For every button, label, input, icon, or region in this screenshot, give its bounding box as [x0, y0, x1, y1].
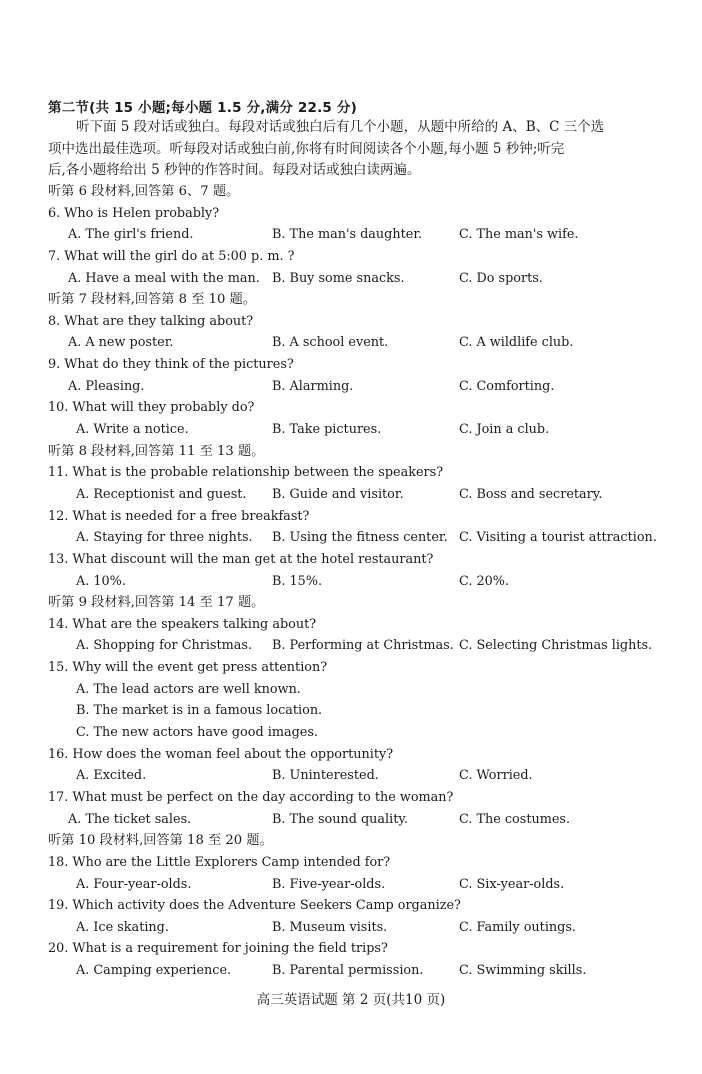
options-row — [0, 635, 702, 657]
options-row — [0, 419, 702, 441]
options-row — [0, 224, 702, 246]
answer-option: A. 10%. — [76, 573, 126, 589]
answer-option: C. The new actors have good images. — [76, 725, 318, 741]
answer-option: B. Using the fitness center. — [272, 530, 448, 546]
question-stem: 8. What are they talking about? — [48, 313, 254, 329]
question-stem: 13. What discount will the man get at the hotel restaurant? — [48, 551, 434, 567]
answer-option: A. The girl's friend. — [68, 227, 194, 243]
section-instructions — [48, 117, 658, 182]
options-row — [0, 960, 702, 982]
answer-option: C. The man's wife. — [459, 227, 579, 243]
answer-option: B. Performing at Christmas. — [272, 638, 454, 654]
page-footer: 高三英语试题 第 2 页(共10 页) — [256, 992, 446, 1008]
answer-option: A. Staying for three nights. — [76, 530, 253, 546]
question-stem: 17. What must be perfect on the day according to the woman? — [48, 789, 454, 805]
answer-option: B. Five-year-olds. — [272, 876, 386, 892]
answer-option: B. Museum visits. — [272, 919, 388, 935]
answer-option: B. Buy some snacks. — [272, 270, 405, 286]
question-stem: 20. What is a requirement for joining the field trips? — [48, 941, 388, 957]
instruction-line: 后,各小题将给出 5 秒钟的作答时间。每段对话或独白读两遍。 — [48, 162, 421, 179]
answer-option: A. The ticket sales. — [68, 811, 192, 827]
answer-option: C. Six-year-olds. — [459, 876, 565, 892]
answer-option: B. The market is in a famous location. — [76, 703, 323, 719]
question-stem: 6. Who is Helen probably? — [48, 205, 220, 221]
options-row — [0, 571, 702, 593]
answer-option: A. Write a notice. — [76, 422, 189, 438]
answer-option: C. Join a club. — [459, 422, 550, 438]
question-stem: 9. What do they think of the pictures? — [48, 357, 294, 373]
answer-option: A. A new poster. — [68, 335, 174, 351]
answer-option: B. A school event. — [272, 335, 389, 351]
answer-option: B. Guide and visitor. — [272, 486, 404, 502]
options-row — [0, 874, 702, 896]
material-header: 听第 9 段材料,回答第 14 至 17 题。 — [48, 595, 265, 611]
answer-option: B. Parental permission. — [272, 963, 424, 979]
question-stem: 7. What will the girl do at 5:00 p. m. ? — [48, 248, 295, 264]
answer-option: B. 15%. — [272, 573, 323, 589]
question-groups — [0, 181, 702, 982]
answer-option: A. Ice skating. — [76, 919, 169, 935]
options-row — [0, 527, 702, 549]
answer-option: A. Four-year-olds. — [76, 876, 192, 892]
question-stem: 19. Which activity does the Adventure Seekers Camp organize? — [48, 898, 461, 914]
answer-option: C. Swimming skills. — [459, 963, 587, 979]
question-stem: 16. How does the woman feel about the opportunity? — [48, 746, 394, 762]
options-row — [0, 376, 702, 398]
answer-option: C. The costumes. — [459, 811, 571, 827]
answer-option: B. The sound quality. — [272, 811, 408, 827]
question-stem: 18. Who are the Little Explorers Camp intended for? — [48, 854, 391, 870]
question-stem: 11. What is the probable relationship between the speakers? — [48, 465, 444, 481]
options-row — [0, 268, 702, 290]
answer-option: B. Take pictures. — [272, 422, 382, 438]
answer-option: C. 20%. — [459, 573, 509, 589]
question-stem: 10. What will they probably do? — [48, 400, 255, 416]
question-stem: 15. Why will the event get press attention? — [48, 660, 328, 676]
answer-option: B. Alarming. — [272, 378, 354, 394]
question-stem: 14. What are the speakers talking about? — [48, 616, 317, 632]
instruction-line: 听下面 5 段对话或独白。每段对话或独白后有几个小题，从题中所给的 A、B、C 三个选 — [76, 119, 605, 135]
material-header: 听第 7 段材料,回答第 8 至 10 题。 — [48, 292, 256, 308]
answer-option: C. Selecting Christmas lights. — [459, 638, 653, 654]
options-row — [0, 765, 702, 787]
instruction-line: 项中选出最佳选项。听每段对话或独白前,你将有时间阅读各个小题,每小题 5 秒钟;听完 — [48, 140, 565, 157]
material-header: 听第 10 段材料,回答第 18 至 20 题。 — [48, 833, 273, 849]
material-header: 听第 6 段材料,回答第 6、7 题。 — [48, 184, 240, 199]
answer-option: A. Have a meal with the man. — [68, 270, 260, 286]
options-row — [0, 917, 702, 939]
answer-option: C. Worried. — [459, 768, 533, 784]
answer-option: B. The man's daughter. — [272, 227, 423, 243]
answer-option: A. The lead actors are well known. — [76, 681, 301, 697]
section-title: 第二节(共 15 小题;每小题 1.5 分,满分 22.5 分) — [48, 100, 357, 116]
answer-option: A. Camping experience. — [76, 963, 232, 979]
options-row — [0, 809, 702, 831]
answer-option: C. Boss and secretary. — [459, 486, 603, 502]
answer-option: C. Comforting. — [459, 378, 555, 394]
answer-option: C. Do sports. — [459, 270, 543, 286]
answer-option: A. Excited. — [76, 768, 147, 784]
answer-option: A. Receptionist and guest. — [76, 486, 247, 502]
options-row — [0, 484, 702, 506]
answer-option: C. Visiting a tourist attraction. — [459, 530, 657, 546]
answer-option: B. Uninterested. — [272, 768, 379, 784]
material-header: 听第 8 段材料,回答第 11 至 13 题。 — [48, 443, 265, 459]
question-stem: 12. What is needed for a free breakfast? — [48, 508, 310, 524]
answer-option: A. Pleasing. — [68, 378, 145, 394]
answer-option: A. Shopping for Christmas. — [76, 638, 253, 654]
answer-option: C. Family outings. — [459, 919, 576, 935]
answer-option: C. A wildlife club. — [459, 335, 574, 351]
options-row — [0, 332, 702, 354]
